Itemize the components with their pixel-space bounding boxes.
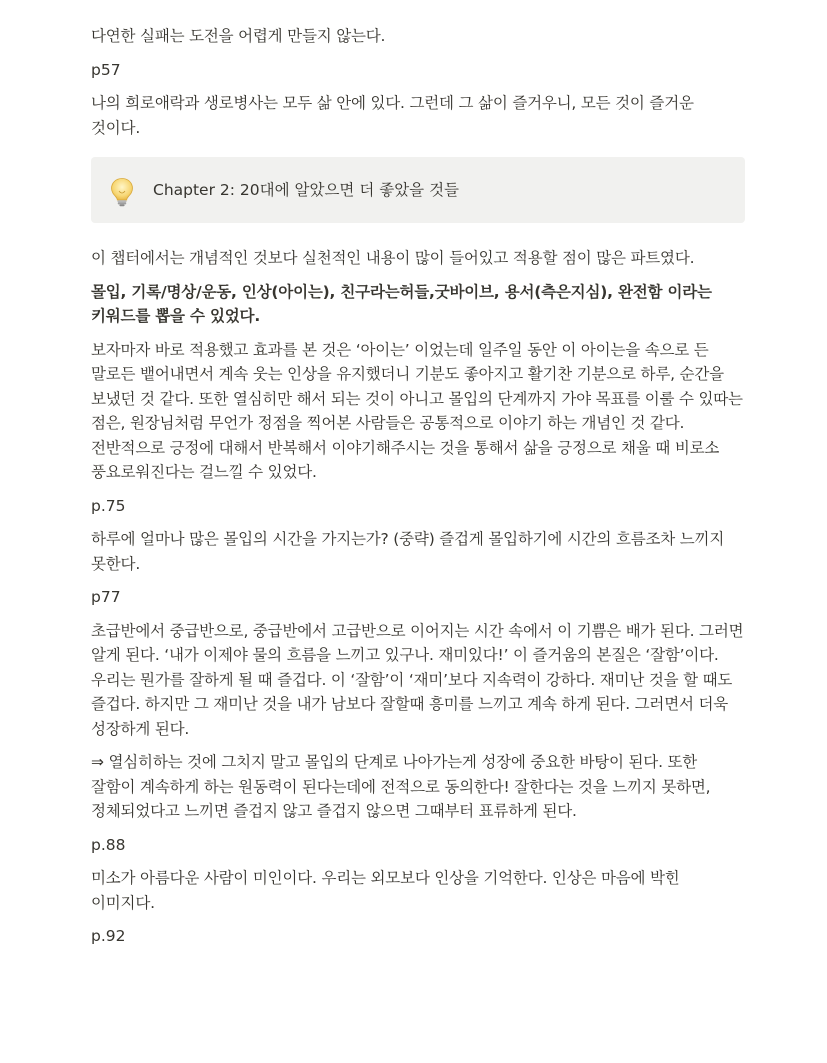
keywords-bold-text: 몰입, 기록/명상/운동, 인상(아이는), 친구라는허들,굿바이브, 용서(측은지심), 완전함 이라는 키워드를 뽑을 수 있었다.: [91, 282, 712, 325]
paragraph-text: 보자마자 바로 적용했고 효과를 본 것은 ‘아이는’ 이었는데 일주일 동안 이 아이는을 속으로 든 말로든 뱉어내면서 계속 웃는 인상을 유지했더니 기분도 좋아지고 활기찬 기분으로 하루, 순간을 보냈던 것 같다. 또한 열심히만 해서 되는 것이 아니고 몰입의 단계까지 가야 목표를 이룰 수 있따는 점은, 원장님처럼 무언가 정점을 찍어본 사람들은 공통적으로 이야기 하는 개념인 것 같다. 전반적으로 긍정에 대해서 반복해서 이야기해주시는 것을 통해서 삶을 긍정으로 채울 때 비로소 풍요로워진다는 걸느낄 수 있었다.: [91, 340, 743, 481]
quote-text: 하루에 얼마나 많은 몰입의 시간을 가지는가? (중략) 즐겁게 몰입하기에 시간의 흐름조차 느끼지 못한다.: [91, 530, 725, 573]
quote-text: 미소가 아름다운 사람이 미인이다. 우리는 외모보다 인상을 기억한다. 인상은 마음에 박힌 이미지다.: [91, 869, 680, 912]
reflection-text: ⇒ 열심히하는 것에 그치지 말고 몰입의 단계로 나아가는게 성장에 중요한 바탕이 된다. 또한 잘함이 계속하게 하는 원동력이 된다는데에 전적으로 동의한다! 잘한다는 것을 느끼지 못하면, 정체되었다고 느끼면 즐겁지 않고 즐겁지 않으면 그때부터 표류하게 된다.: [91, 753, 711, 820]
chapter-callout: [91, 157, 745, 223]
quote-text: 초급반에서 중급반으로, 중급반에서 고급반으로 이어지는 시간 속에서 이 기쁨은 배가 된다. 그러면 알게 된다. ‘내가 이제야 물의 흐름을 느끼고 있구나. 재미있다!’ 이 즐거움의 본질은 ‘잘함’이다. 우리는 뭔가를 잘하게 될 때 즐겁다. 이 ‘잘함’이 ‘재미’보다 지속력이 강하다. 재미난 것을 할 때도 즐겁다. 하지만 그 재미난 것을 내가 남보다 잘할때 흥미를 느끼고 계속 하게 된다. 그러면서 더욱 성장하게 된다.: [91, 621, 744, 738]
page-reference: p77: [91, 588, 121, 606]
page-reference: p57: [91, 60, 121, 79]
page-reference: p.88: [91, 835, 126, 854]
chapter-title: Chapter 2: 20대에 알았으면 더 좋았을 것들: [153, 181, 460, 199]
quote-text: 다연한 실패는 도전을 어렵게 만들지 않는다.: [91, 27, 386, 45]
quote-text: 나의 희로애락과 생로병사는 모두 삶 안에 있다. 그런데 그 삶이 즐거우니, 모든 것이 즐거운 것이다.: [91, 94, 694, 137]
document-page: [91, 24, 745, 958]
lightbulb-icon: [109, 177, 135, 207]
page-reference: p.92: [91, 927, 126, 945]
page-reference: p.75: [91, 496, 126, 515]
paragraph-text: 이 챕터에서는 개념적인 것보다 실천적인 내용이 많이 들어있고 적용할 점이 많은 파트였다.: [91, 249, 695, 267]
